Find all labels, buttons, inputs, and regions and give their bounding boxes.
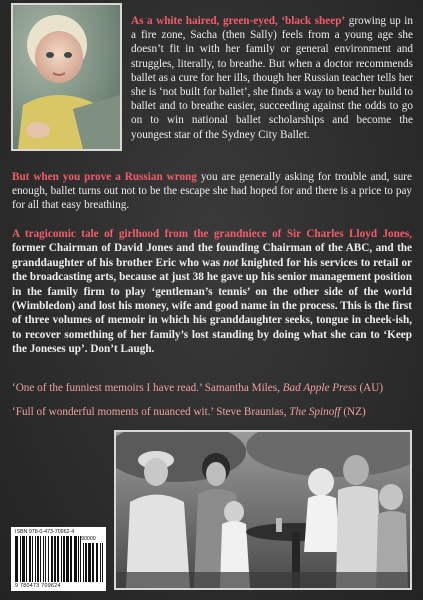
barcode-bar <box>96 543 98 582</box>
family-photo <box>114 430 412 590</box>
barcode-bar <box>37 536 39 582</box>
barcode-bar <box>29 536 31 582</box>
blurb-p2-lead: But when you prove a Russian wrong <box>12 171 197 183</box>
barcode-bar <box>80 536 81 582</box>
barcode-bar <box>92 543 94 582</box>
isbn-label: ISBN 978-0-473-70962-4 <box>15 529 75 535</box>
barcode-bar <box>22 536 25 582</box>
barcode-bar <box>20 536 21 582</box>
barcode-bar <box>54 536 56 582</box>
baby-photo-image <box>13 5 120 149</box>
barcode-bar <box>40 536 41 582</box>
blurb-p3-lead: A tragicomic tale of girlhood from the grandniece of Sir Charles Lloyd Jones, <box>12 228 412 240</box>
quote-2-suffix: (NZ) <box>343 406 366 418</box>
barcode-bar <box>48 536 49 582</box>
barcode-addon: 90000 <box>81 536 96 542</box>
barcode-bar <box>51 536 53 582</box>
barcode-bar <box>35 536 36 582</box>
barcode-bar <box>63 536 65 582</box>
barcode-bar <box>88 543 91 582</box>
barcode-bar <box>32 536 33 582</box>
barcode-bar <box>74 536 77 582</box>
blurb-p1-body: growing up in a fire zone, Sacha (then Sally) feels from a young age she doesn’t fit in with her family or general environment and struggles, literally, to breathe. But when a doctor recommends ballet as a cure for her ills, though her Russian teacher tells her she is ‘not built for ballet’, she finds a way to bend her build to ballet and to breathe easier, succeeding against the odds to go on to win national ballet scholarships and become the youngest star of the Sydney City Ballet. <box>131 15 414 141</box>
barcode-bars <box>15 536 81 582</box>
blurb-p3-body-a: former Chairman of David Jones and the founding Chairman of the ABC, and the granddaughter of his brother Eric who was <box>12 242 412 269</box>
barcode-bar <box>26 536 27 582</box>
blurb-paragraph-2 <box>12 170 412 213</box>
family-photo-image <box>116 432 410 588</box>
barcode-bar <box>45 536 46 582</box>
blurb-paragraph-1 <box>131 14 413 142</box>
quote-2-text: ‘Full of wonderful moments of nuanced wit.’ Steve Braunias, <box>12 406 287 418</box>
baby-photo <box>11 3 122 151</box>
quote-1-source: Bad Apple Press <box>282 382 357 394</box>
barcode-bar <box>15 536 18 582</box>
barcode-bar <box>43 536 44 582</box>
barcode-addon-bars <box>83 543 103 582</box>
barcode-digits: 9 780473 709624 <box>15 583 61 589</box>
review-quote-2 <box>12 405 412 419</box>
blurb-paragraph-3 <box>12 227 412 357</box>
blurb-p2-body: you are generally asking for trouble and, sure enough, ballet turns out not to be the escape she had hoped for and there is a price to pay for all that easy breathing. <box>12 171 413 212</box>
blurb-p3-body-b: knighted for his services to retail or the broadcasting arts, because at just 38 he gave up his senior management position in the family firm to play ‘gentleman’s tennis’ on the other side of the world (Wimbledon) and lost his money, wife and good name in the process. This is the first of three volumes of memoir in which his granddaughter seeks, tongue in cheek-ish, to recover something of her family’s lost standing by doing what she can to ‘Keep the Joneses up’. Don’t Laugh. <box>12 256 413 356</box>
quote-1-suffix: (AU) <box>359 382 384 394</box>
barcode-bar <box>85 543 87 582</box>
barcode-bar <box>66 536 69 582</box>
blurb-p1-lead: As a white haired, green-eyed, ‘black sheep’ <box>131 15 346 27</box>
barcode-bar <box>70 536 72 582</box>
barcode-bar <box>83 543 84 582</box>
barcode-bar <box>78 536 79 582</box>
barcode-bar <box>61 536 62 582</box>
quote-1-text: ‘One of the funniest memoirs I have read.’ Samantha Miles, <box>12 382 280 394</box>
blurb-p3-emphasis: not <box>223 256 239 269</box>
review-quote-1 <box>12 381 412 395</box>
isbn-barcode <box>11 527 106 591</box>
quote-2-source: The Spinoff <box>289 406 341 418</box>
barcode-bar <box>100 543 101 582</box>
barcode-bar <box>57 536 59 582</box>
barcode-bar <box>102 543 103 582</box>
